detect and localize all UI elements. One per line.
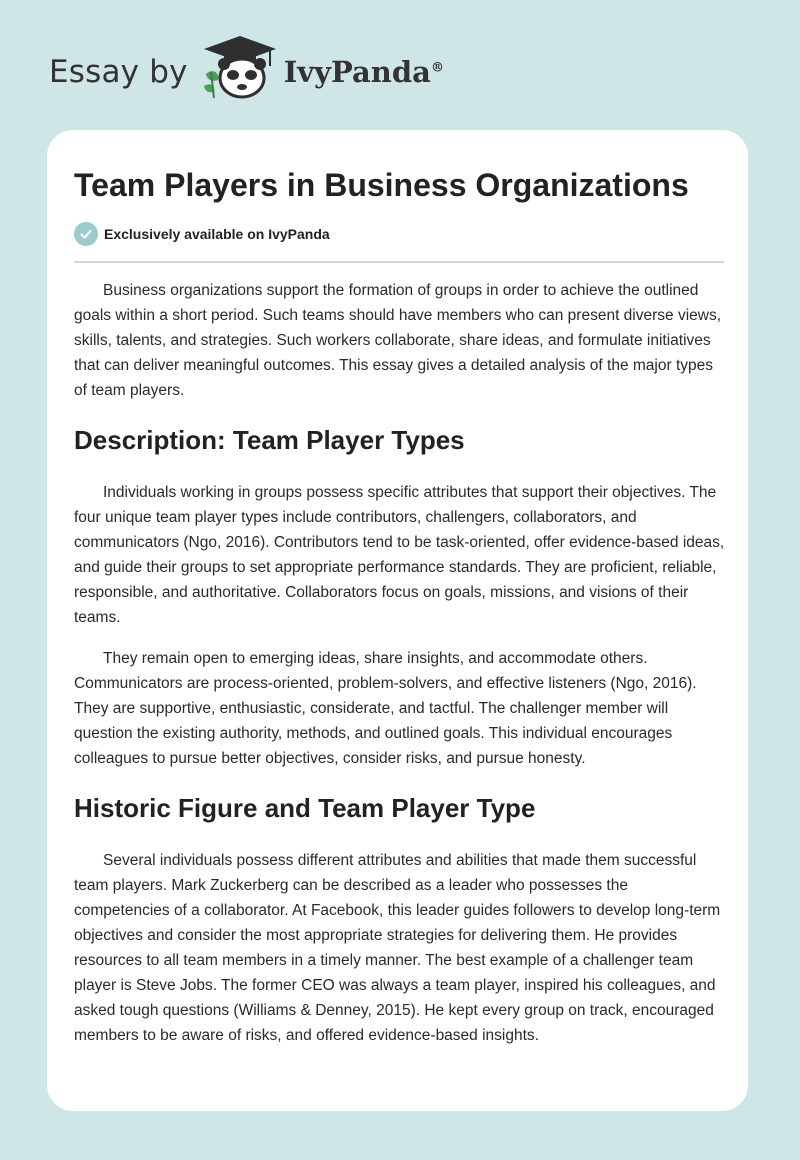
exclusive-label: Exclusively available on IvyPanda [104,226,330,242]
section-heading-types: Description: Team Player Types [74,425,465,455]
exclusive-badge [74,222,330,246]
paragraph: They remain open to emerging ideas, share insights, and accommodate others. Communicators are process-oriented, problem-solvers, and effective listeners (Ngo, 2016). They are supportive, enthusiastic, considerate, and tactful. The challenger member will question the existing authority, methods, and outlined goals. This individual encourages colleagues to pursue better objectives, consider risks, and pursue honesty. [74,650,697,767]
section-heading-historic: Historic Figure and Team Player Type [74,793,536,823]
panda-logo-icon [202,34,278,105]
paragraph: Several individuals possess different attributes and abilities that made them successful team players. Mark Zuckerberg can be described as a leader who possesses the competencies of a collaborator. At Facebook, this leader guides followers to develop long-term objectives and consider the most appropriate strategies for delivering them. He provides resources to all team members in a timely manner. The best example of a challenger team player is Steve Jobs. The former CEO was always a team player, inspired his colleagues, and asked tough questions (Williams & Denney, 2015). He kept every group on track, encouraged members to be aware of risks, and offered evidence-based insights. [74,852,721,1044]
brand-header [49,38,444,105]
brand-name: IvyPanda® [283,54,444,89]
brand-prefix: Essay by [49,53,188,90]
intro-paragraph: Business organizations support the formation of groups in order to achieve the outlined goals within a short period. Such teams should have members who can present diverse views, skills, talents, and strategies. Such workers collaborate, share ideas, and formulate initiatives that can deliver meaningful outcomes. This essay gives a detailed analysis of the major types of team players. [74,282,722,399]
page-title: Team Players in Business Organizations [74,167,689,203]
essay-card [47,130,748,1111]
checkmark-icon [74,222,98,246]
paragraph: Individuals working in groups possess specific attributes that support their objectives. The four unique team player types include contributors, challengers, collaborators, and communicators (Ngo, 2016). Contributors tend to be task-oriented, offer evidence-based ideas, and guide their groups to set appropriate performance standards. They are proficient, reliable, responsible, and authoritative. Collaborators focus on goals, missions, and visions of their teams. [74,484,725,626]
divider [74,261,724,263]
